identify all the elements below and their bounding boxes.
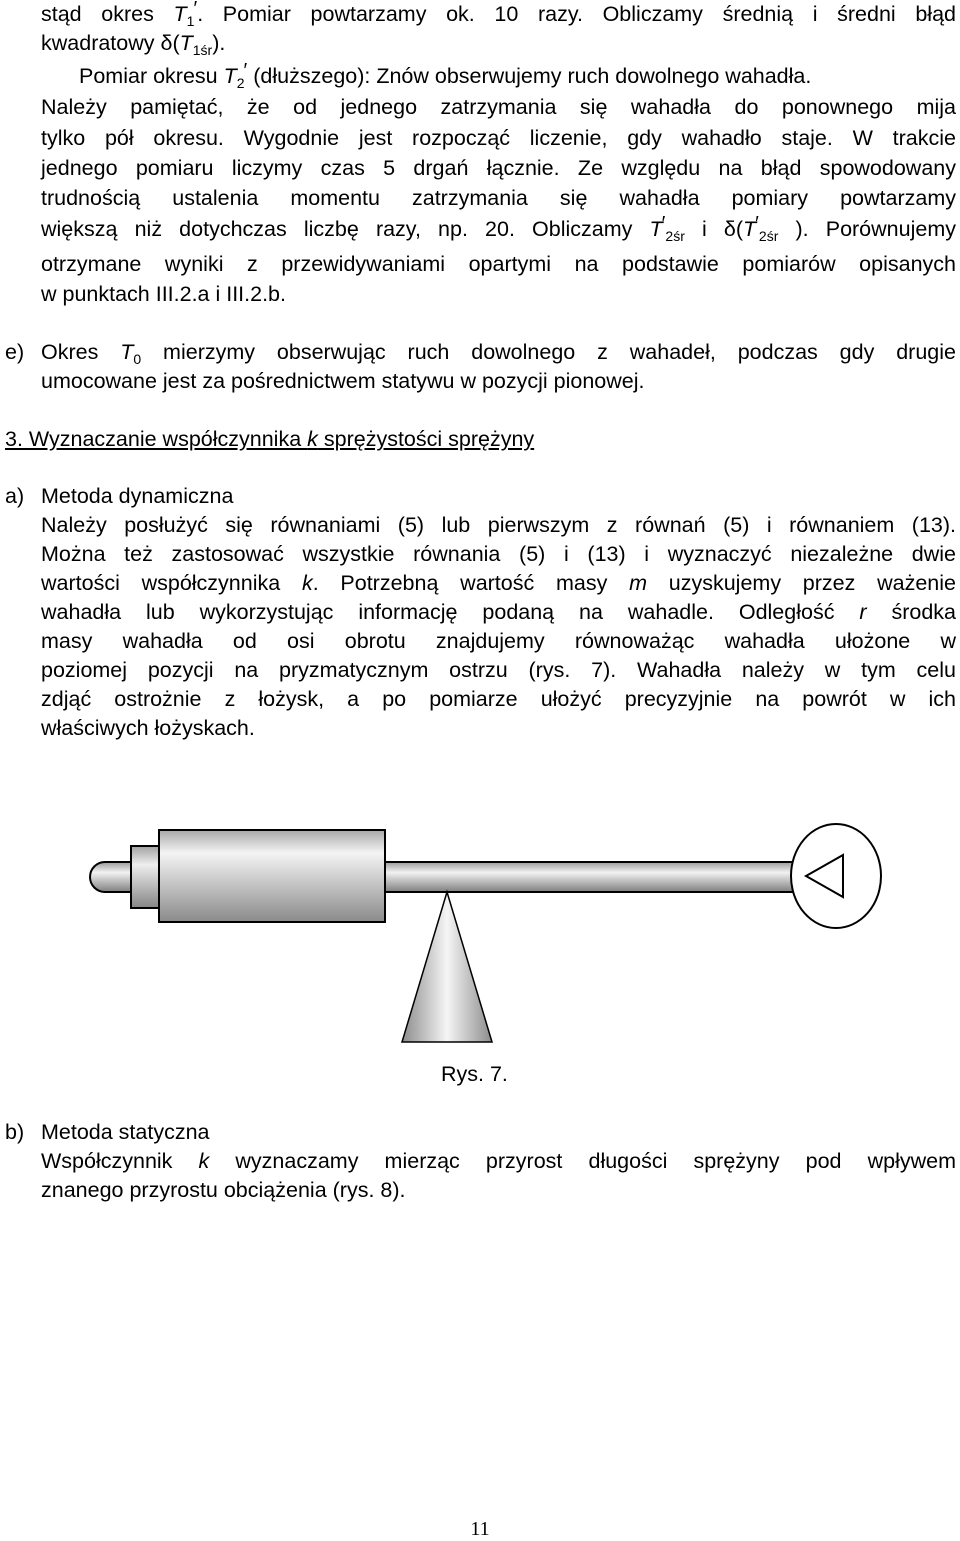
item-e-marker: e) <box>5 340 25 364</box>
item-b-line1: Współczynnik k wyznaczamy mierząc przyrost długości sprężyny pod wpływem <box>41 1149 956 1173</box>
para2-line4: jednego pomiaru liczymy czas 5 drgań łącznie. Ze względu na błąd spowodowany <box>41 156 956 180</box>
item-b-title: Metoda statyczna <box>41 1120 210 1144</box>
para2-line8: w punktach III.2.a i III.2.b. <box>41 282 286 306</box>
item-a-marker: a) <box>5 484 25 508</box>
item-a-line1: Należy posłużyć się równaniami (5) lub pierwszym z równań (5) i równaniem (13). <box>41 513 956 537</box>
item-b-marker: b) <box>5 1120 25 1144</box>
item-a-line4: wahadła lub wykorzystując informację podaną na wahadle. Odległość r środka <box>41 600 956 624</box>
page-number: 11 <box>470 1518 490 1540</box>
item-a-line2: Można też zastosować wszystkie równania (5) i (13) i wyznaczyć niezależne dwie <box>41 542 956 566</box>
para2-line3: tylko pół okresu. Wygodnie jest rozpocząć liczenie, gdy wahadło staje. W trakcie <box>41 126 956 150</box>
item-a-line6: poziomej pozycji na pryzmatycznym ostrzu (rys. 7). Wahadła należy w tym celu <box>41 658 956 682</box>
para2-line7: otrzymane wyniki z przewidywaniami opartymi na podstawie pomiarów opisanych <box>41 252 956 276</box>
item-a-line8: właściwych łożyskach. <box>41 716 255 740</box>
item-e-line2: umocowane jest za pośrednictwem statywu w pozycji pionowej. <box>41 369 645 393</box>
item-a-line7: zdjąć ostrożnie z łożysk, a po pomiarze ułożyć precyzyjnie na powrót w ich <box>41 687 956 711</box>
para2-line2: Należy pamiętać, że od jednego zatrzymania się wahadła do ponownego mija <box>41 95 956 119</box>
section-heading: 3. Wyznaczanie współczynnika k sprężystości sprężyny <box>5 427 535 451</box>
para1-line1: stąd okres $T_1'$. Pomiar powtarzamy ok. 10 razy. Obliczamy średnią i średni błąd <box>41 0 956 29</box>
figure-caption: Rys. 7. <box>441 1062 508 1086</box>
item-e-line1: Okres $T_0$ mierzymy obserwując ruch dowolnego z wahadeł, podczas gdy drugie <box>41 340 956 367</box>
pendulum-weight <box>159 830 385 922</box>
item-a-line5: masy wahadła od osi obrotu znajdujemy równoważąc wahadła ułożone w <box>41 629 956 653</box>
para2-line6: większą niż dotychczas liczbę razy, np. 20. Obliczamy $T'_{2śr}$ i $\delta(T'_{2śr}$ ). Porównujemy <box>41 213 956 244</box>
para2-line5: trudnością ustalenia momentu zatrzymania się wahadła pomiary powtarzamy <box>41 186 956 210</box>
item-b-line2: znanego przyrostu obciążenia (rys. 8). <box>41 1178 406 1202</box>
para1-line2: kwadratowy $\delta(T_{1śr})$. <box>41 31 226 58</box>
item-a-line3: wartości współczynnika k. Potrzebną wartość masy m uzyskujemy przez ważenie <box>41 571 956 595</box>
pendulum-figure <box>0 800 960 1060</box>
item-a-title: Metoda dynamiczna <box>41 484 234 508</box>
pendulum-collar <box>131 846 161 908</box>
para2-line1: Pomiar okresu $T_2'$ (dłuższego): Znów obserwujemy ruch dowolnego wahadła. <box>79 60 812 91</box>
prism-support <box>402 892 492 1042</box>
